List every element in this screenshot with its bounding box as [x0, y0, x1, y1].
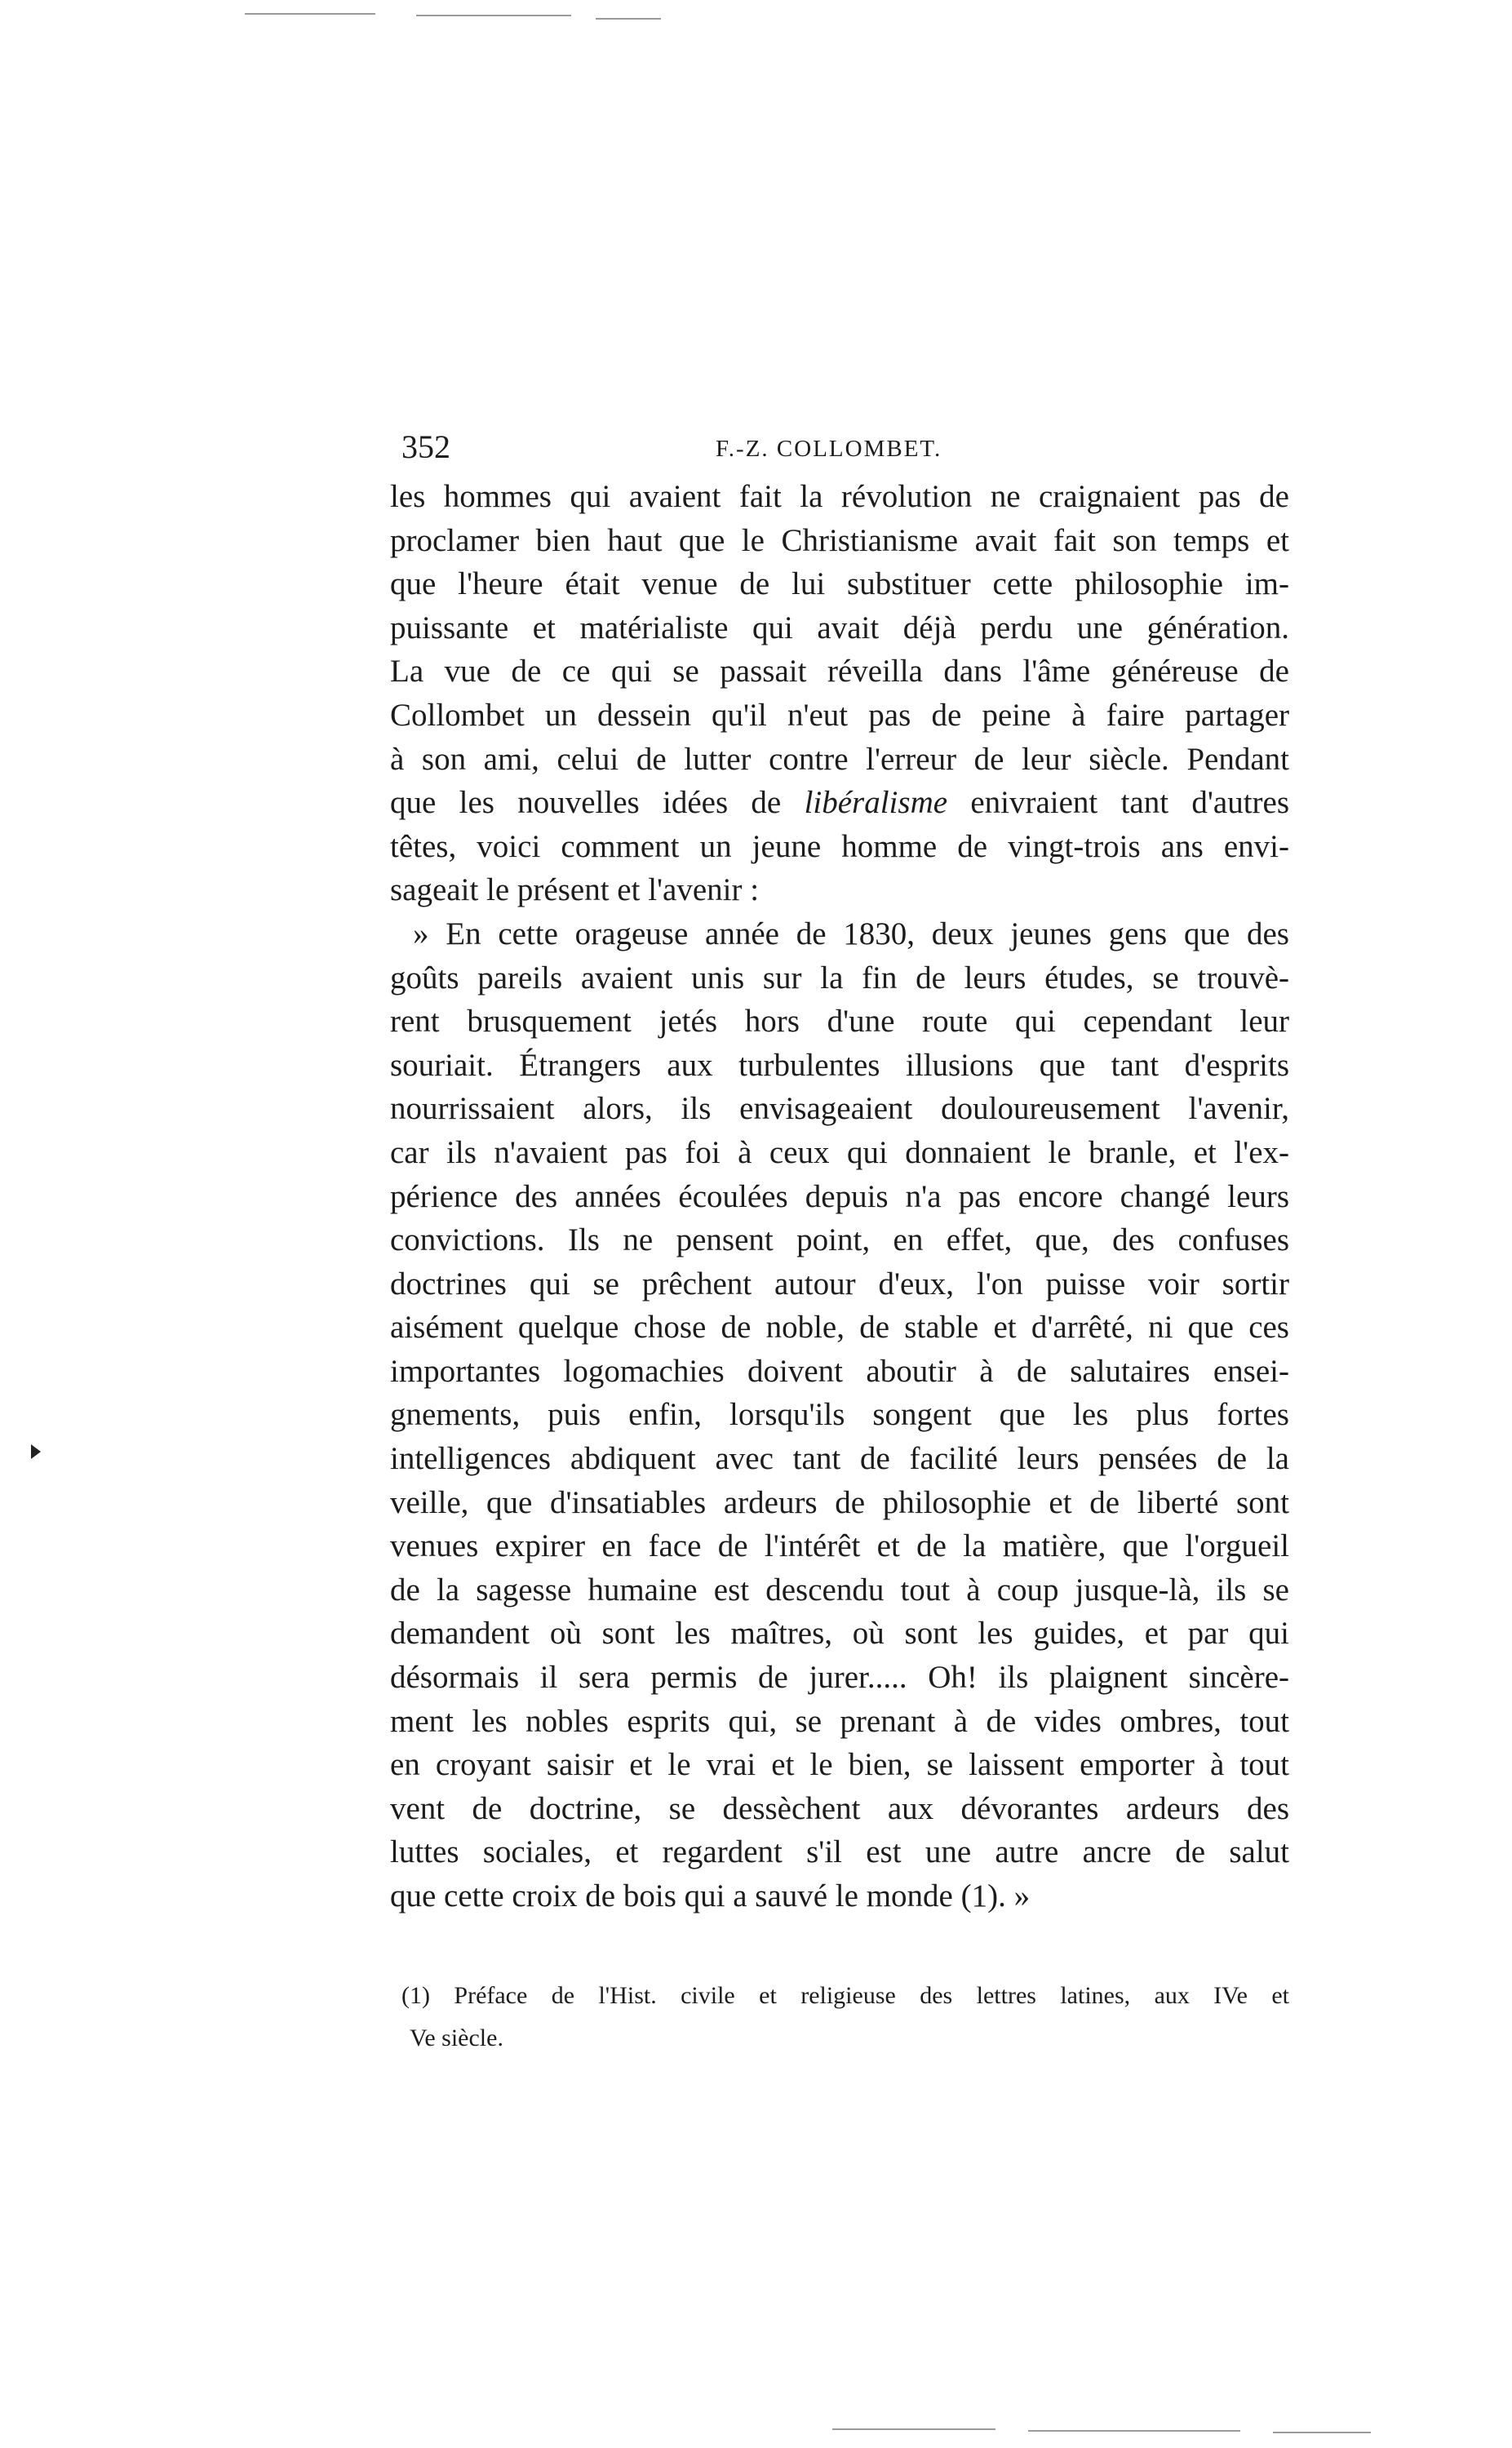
text-line: à son ami, celui de lutter contre l'erreur de leur siècle. Pendant: [390, 741, 1289, 777]
text-line: aisément quelque chose de noble, de stable et d'arrêté, ni que ces: [390, 1310, 1289, 1346]
text-line: que cette croix de bois qui a sauvé le monde (1). »: [390, 1878, 1031, 1914]
text-line: vent de doctrine, se dessèchent aux dévorantes ardeurs des: [390, 1790, 1289, 1826]
text-line: car ils n'avaient pas foi à ceux qui donnaient le branle, et l'ex-: [390, 1134, 1289, 1170]
text-line: que l'heure était venue de lui substituer cette philosophie im-: [390, 566, 1289, 602]
text-line: têtes, voici comment un jeune homme de vingt-trois ans envi-: [390, 828, 1289, 864]
text-line: convictions. Ils ne pensent point, en effet, que, des confuses: [390, 1222, 1289, 1258]
bottom-scan-rule-2: [1028, 2430, 1240, 2432]
text-line: les hommes qui avaient fait la révolution ne craignaient pas de: [390, 479, 1289, 514]
footnote-line: Ve siècle.: [410, 2024, 503, 2051]
body-text: [390, 475, 1289, 1918]
footnote: [401, 1975, 1289, 2060]
text-line: doctrines qui se prêchent autour d'eux, l'on puisse voir sortir: [390, 1266, 1289, 1302]
text-line: » En cette orageuse année de 1830, deux jeunes gens que des: [413, 916, 1289, 951]
text-line: puissante et matérialiste qui avait déjà perdu une génération.: [390, 610, 1289, 645]
bottom-scan-rule-3: [1273, 2432, 1371, 2433]
text-line: luttes sociales, et regardent s'il est une autre ancre de salut: [390, 1834, 1289, 1870]
margin-pointer-icon: [31, 1444, 41, 1459]
text-line: importantes logomachies doivent aboutir à de salutaires ensei-: [390, 1353, 1289, 1389]
emphasized-word: libéralisme: [804, 785, 948, 821]
text-line: souriait. Étrangers aux turbulentes illusions que tant d'esprits: [390, 1047, 1289, 1083]
text-line: en croyant saisir et le vrai et le bien, se laissent emporter à tout: [390, 1747, 1289, 1783]
running-head: F.-Z. COLLOMBET.: [716, 436, 942, 462]
text-line: proclamer bien haut que le Christianisme avait fait son temps et: [390, 522, 1289, 558]
text-line: sageait le présent et l'avenir :: [390, 872, 760, 908]
text-line: intelligences abdiquent avec tant de facilité leurs pensées de la: [390, 1441, 1289, 1477]
page-number: 352: [401, 428, 450, 465]
text-line: demandent où sont les maîtres, où sont les guides, et par qui: [390, 1616, 1289, 1652]
text-line: Collombet un dessein qu'il n'eut pas de peine à faire partager: [390, 697, 1289, 733]
text-line: de la sagesse humaine est descendu tout à coup jusque-là, ils se: [390, 1572, 1289, 1608]
text-line: veille, que d'insatiables ardeurs de philosophie et de liberté sont: [390, 1484, 1289, 1520]
bottom-scan-rule-1: [832, 2428, 995, 2430]
text-line: venues expirer en face de l'intérêt et de la matière, que l'orgueil: [390, 1528, 1289, 1564]
footnote-line: (1) Préface de l'Hist. civile et religieuse des lettres latines, aux IVe et: [401, 1982, 1289, 2009]
top-scan-rule-1: [245, 13, 375, 15]
text-line: ment les nobles esprits qui, se prenant à de vides ombres, tout: [390, 1703, 1289, 1739]
page-header: [401, 426, 1291, 468]
text-line: nourrissaient alors, ils envisageaient douloureusement l'avenir,: [390, 1091, 1289, 1127]
text-line: La vue de ce qui se passait réveilla dans l'âme généreuse de: [390, 654, 1289, 690]
text-line: rent brusquement jetés hors d'une route qui cependant leur: [390, 1004, 1289, 1040]
text-line: périence des années écoulées depuis n'a pas encore changé leurs: [390, 1178, 1289, 1214]
top-scan-rule-2: [416, 15, 571, 16]
text-line: goûts pareils avaient unis sur la fin de leurs études, se trouvè-: [390, 960, 1289, 996]
text-line: que les nouvelles idées de libéralisme enivraient tant d'autres: [390, 785, 1289, 821]
text-line: désormais il sera permis de jurer..... Oh! ils plaignent sincère-: [390, 1660, 1289, 1696]
top-scan-rule-3: [596, 18, 661, 20]
text-line: gnements, puis enfin, lorsqu'ils songent que les plus fortes: [390, 1397, 1289, 1433]
